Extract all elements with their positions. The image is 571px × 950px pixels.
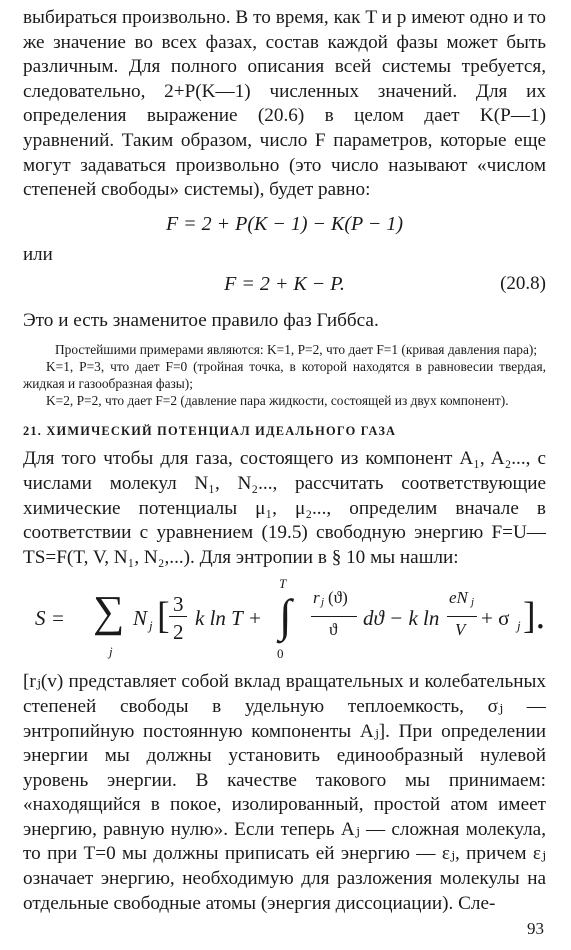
paragraph-1: выбираться произвольно. В то время, как T и p имеют одно и то же значение во всех фазах, состав каждой фазы может быть различным. Для полного описания всей системы требуется, следовательно, 2+P(K—1) численных значений. Для их определения выражение (20.6) в целом дает K(P—1) уравнений. Таким образом, число F параметров, которые еще могут задаваться произвольно (это число называют «числом степеней свободы» системы), будет равно:	[23, 7, 546, 201]
page-content	[23, 6, 546, 916]
formula-3-sigma-sub: j	[517, 618, 521, 634]
example-3: K=2, P=2, что дает F=2 (давление пара жидкости, состоящей из двух компонент).	[46, 393, 509, 409]
formula-3-sum-index: j	[109, 644, 113, 660]
formula-3-ln-num: eN	[449, 588, 468, 608]
formula-3-ln-den: V	[455, 620, 466, 640]
section-heading: 21. ХИМИЧЕСКИЙ ПОТЕНЦИАЛ ИДЕАЛЬНОГО ГАЗА	[23, 424, 397, 439]
formula-3-nj: N	[133, 606, 148, 631]
formula-2-text: F = 2 + K − P.	[224, 272, 345, 295]
formula-3-rj: r	[313, 588, 320, 608]
formula-3-nj-sub: j	[149, 618, 153, 634]
formula-3-rj-den: ϑ	[329, 620, 338, 640]
formula-1-text: F = 2 + P(K − 1) − K(P − 1)	[165, 212, 404, 235]
formula-3-rj-arg: (ϑ)	[328, 588, 348, 608]
formula-3-frac-line	[169, 616, 187, 617]
example-2: K=1, P=3, что дает F=0 (тройная точка, в которой находятся в равновесии твердая, жидкая и газообразная фазы);	[23, 359, 546, 392]
formula-3-ln-line	[447, 616, 477, 617]
formula-3-frac-num: 3	[173, 592, 184, 617]
formula-3-rj-line	[311, 616, 357, 617]
formula-3-bracket-close: ].	[523, 595, 546, 638]
formula-3-ln-num-sub: j	[471, 596, 475, 609]
paragraph-2: Это и есть знаменитое правило фаз Гиббса.	[23, 309, 379, 331]
formula-3-kln: k ln T +	[195, 606, 262, 631]
example-1: Простейшими примерами являются: K=1, P=2, что дает F=1 (кривая давления пара);	[55, 342, 538, 358]
formula-gibbs-phase-rule	[23, 269, 546, 299]
paragraph-3: Для того чтобы для газа, состоящего из компонент A₁, A₂..., с числами молекул N₁, N₂..., рассчитать соответствующие химические потенциалы μ₁, μ₂..., определим вначале в соответствии с уравнением (19.5) свободную энергию F=U—TS=F(T, V, N₁, N₂,...). Для энтропии в § 10 мы нашли:	[23, 448, 546, 568]
formula-3-sum: ∑	[93, 587, 125, 637]
formula-3-int-lower: 0	[277, 646, 284, 662]
paragraph-4: [rⱼ(v) представляет собой вклад вращательных и колебательных степеней свободы в удельную теплоемкость, σⱼ — энтропийную постоянную компоненты Aⱼ]. При определении энергии мы должны установить единообразный нулевой уровень энергии. В качестве такового мы принимаем: «находящийся в покое, изолированный, простой атом имеет энергию, равную нулю». Если теперь Aⱼ — сложная молекула, то при T=0 мы должны приписать ей энергию — εⱼ, причем εⱼ означает энергию, необходимую для разложения молекулы на отдельные свободные атомы (энергия диссоциации). Сле-	[23, 671, 546, 914]
or-label: или	[23, 243, 53, 265]
formula-2-number: (20.8)	[500, 272, 546, 294]
page-number: 93	[527, 919, 544, 938]
formula-3-frac-den: 2	[173, 620, 184, 645]
formula-3-rj-sub: j	[321, 596, 325, 609]
formula-3-plus-sigma: + σ	[481, 606, 510, 631]
formula-entropy	[23, 576, 546, 664]
formula-3-integral: ∫	[279, 590, 292, 642]
formula-3-s: S =	[35, 606, 65, 631]
formula-3-bracket-open: [	[157, 595, 170, 638]
formula-3-int-upper: T	[279, 576, 287, 592]
formula-3-dtheta: dϑ − k ln	[363, 606, 440, 631]
formula-free-parameters	[23, 209, 546, 239]
